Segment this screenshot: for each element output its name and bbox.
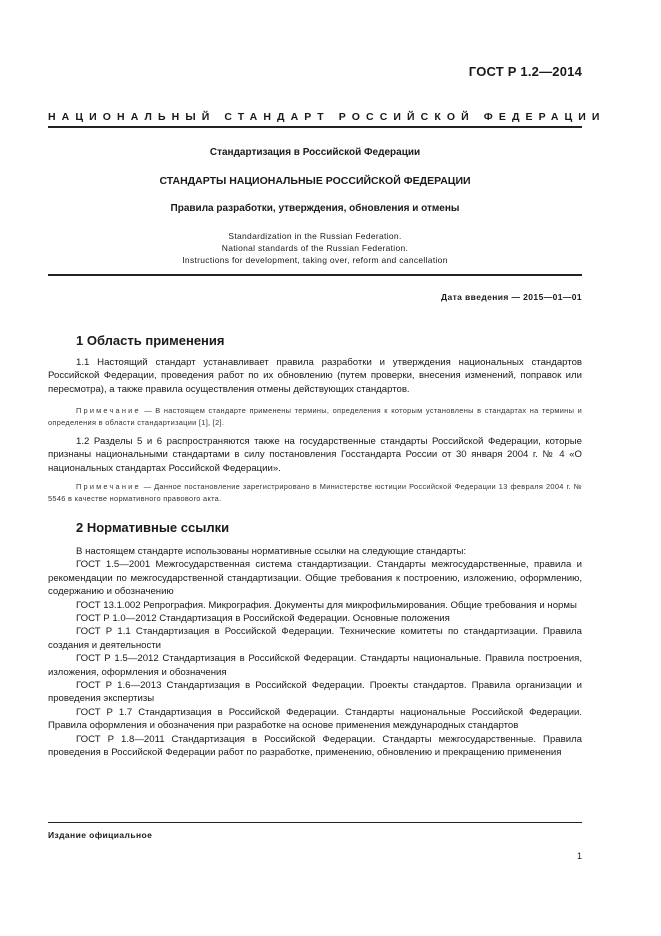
reference-item: ГОСТ 1.5—2001 Межгосударственная система стандартизации. Стандарты межгосударственные, правила и рекомендации по межгосударственной стандартизации. Общие требования к построению, изложению, оформлению, содержанию и обозначению (48, 559, 582, 598)
title-line-1: Стандартизация в Российской Федерации (209, 147, 421, 158)
introduction-date: Дата введения — 2015—01—01 (441, 292, 582, 302)
national-standard-title: НАЦИОНАЛЬНЫЙ СТАНДАРТ РОССИЙСКОЙ ФЕДЕРАЦИИ (48, 111, 606, 123)
section-2-heading: 2 Нормативные ссылки (76, 520, 230, 535)
document-code: ГОСТ Р 1.2—2014 (468, 64, 582, 79)
paragraph-1-2: 1.2 Разделы 5 и 6 распространяются также на государственные стандарты Российской Федерации, которые признаны национальными стандартами в силу постановления Госстандарта России от 30 января 2004 г. № 4 «О национальных стандартах Российской Федерации». (48, 436, 582, 474)
reference-item: ГОСТ Р 1.0—2012 Стандартизация в Российской Федерации. Основные положения (76, 613, 450, 625)
reference-item: ГОСТ Р 1.6—2013 Стандартизация в Российской Федерации. Проекты стандартов. Правила организации и проведения экспертизы (48, 680, 582, 705)
title-line-2: СТАНДАРТЫ НАЦИОНАЛЬНЫЕ РОССИЙСКОЙ ФЕДЕРАЦИИ (159, 175, 471, 187)
note-2 (48, 481, 582, 504)
references-intro: В настоящем стандарте использованы нормативные ссылки на следующие стандарты: (76, 546, 467, 557)
paragraph-1-1: 1.1 Настоящий стандарт устанавливает правила разработки и утверждения национальных стандартов Российской Федерации, проведения работ по их обновлению (путем проверки, внесения изменений, поправок или пересмотра), а также правила осуществления отмены действующих стандартов. (48, 357, 582, 395)
reference-item: ГОСТ Р 1.5—2012 Стандартизация в Российской Федерации. Стандарты национальные. Правила построения, изложения, оформления и обозначения (48, 653, 582, 678)
note-2-text: — Данное постановление зарегистрировано в Министерстве юстиции Российской Федерации 13 февраля 2004 г. № 5546 в качестве нормативного правового акта. (48, 482, 582, 503)
edition-label: Издание официальное (48, 830, 153, 840)
header-divider (48, 126, 582, 128)
reference-item: ГОСТ Р 1.7 Стандартизация в Российской Федерации. Стандарты национальные Российской Федерации. Правила оформления и обозначения при разработке на основе применения международных стандартов (48, 706, 582, 732)
title-line-3: Правила разработки, утверждения, обновления и отмены (170, 203, 460, 214)
page-number: 1 (576, 851, 582, 861)
note-1-label: Примечание (76, 406, 141, 415)
reference-item: ГОСТ Р 1.1 Стандартизация в Российской Федерации. Технические комитеты по стандартизации. Правила создания и деятельности (48, 626, 582, 651)
note-2-label: Примечание (76, 482, 141, 491)
section-1-heading: 1 Область применения (76, 333, 225, 348)
reference-item: ГОСТ 13.1.002 Репрография. Микрография. Документы для микрофильмирования. Общие требования и нормы (76, 599, 577, 611)
footer-divider (48, 822, 582, 823)
note-1-text: — В настоящем стандарте применены термины, определения к которым установлены в стандартах на термины и определения в области стандартизации [1], [2]. (48, 406, 582, 427)
title-divider (48, 274, 582, 276)
note-1 (48, 405, 582, 428)
english-title-line-3: Instructions for development, taking over, reform and cancellation (182, 255, 448, 265)
english-title-line-1: Standardization in the Russian Federation. (228, 231, 402, 241)
english-title-line-2: National standards of the Russian Federation. (221, 243, 409, 253)
reference-item: ГОСТ Р 1.8—2011 Стандартизация в Российской Федерации. Стандарты межгосударственные. Правила проведения в Российской Федерации работ по разработке, применению, обновлению и прекращению применения (48, 733, 582, 759)
references-block (48, 545, 582, 760)
